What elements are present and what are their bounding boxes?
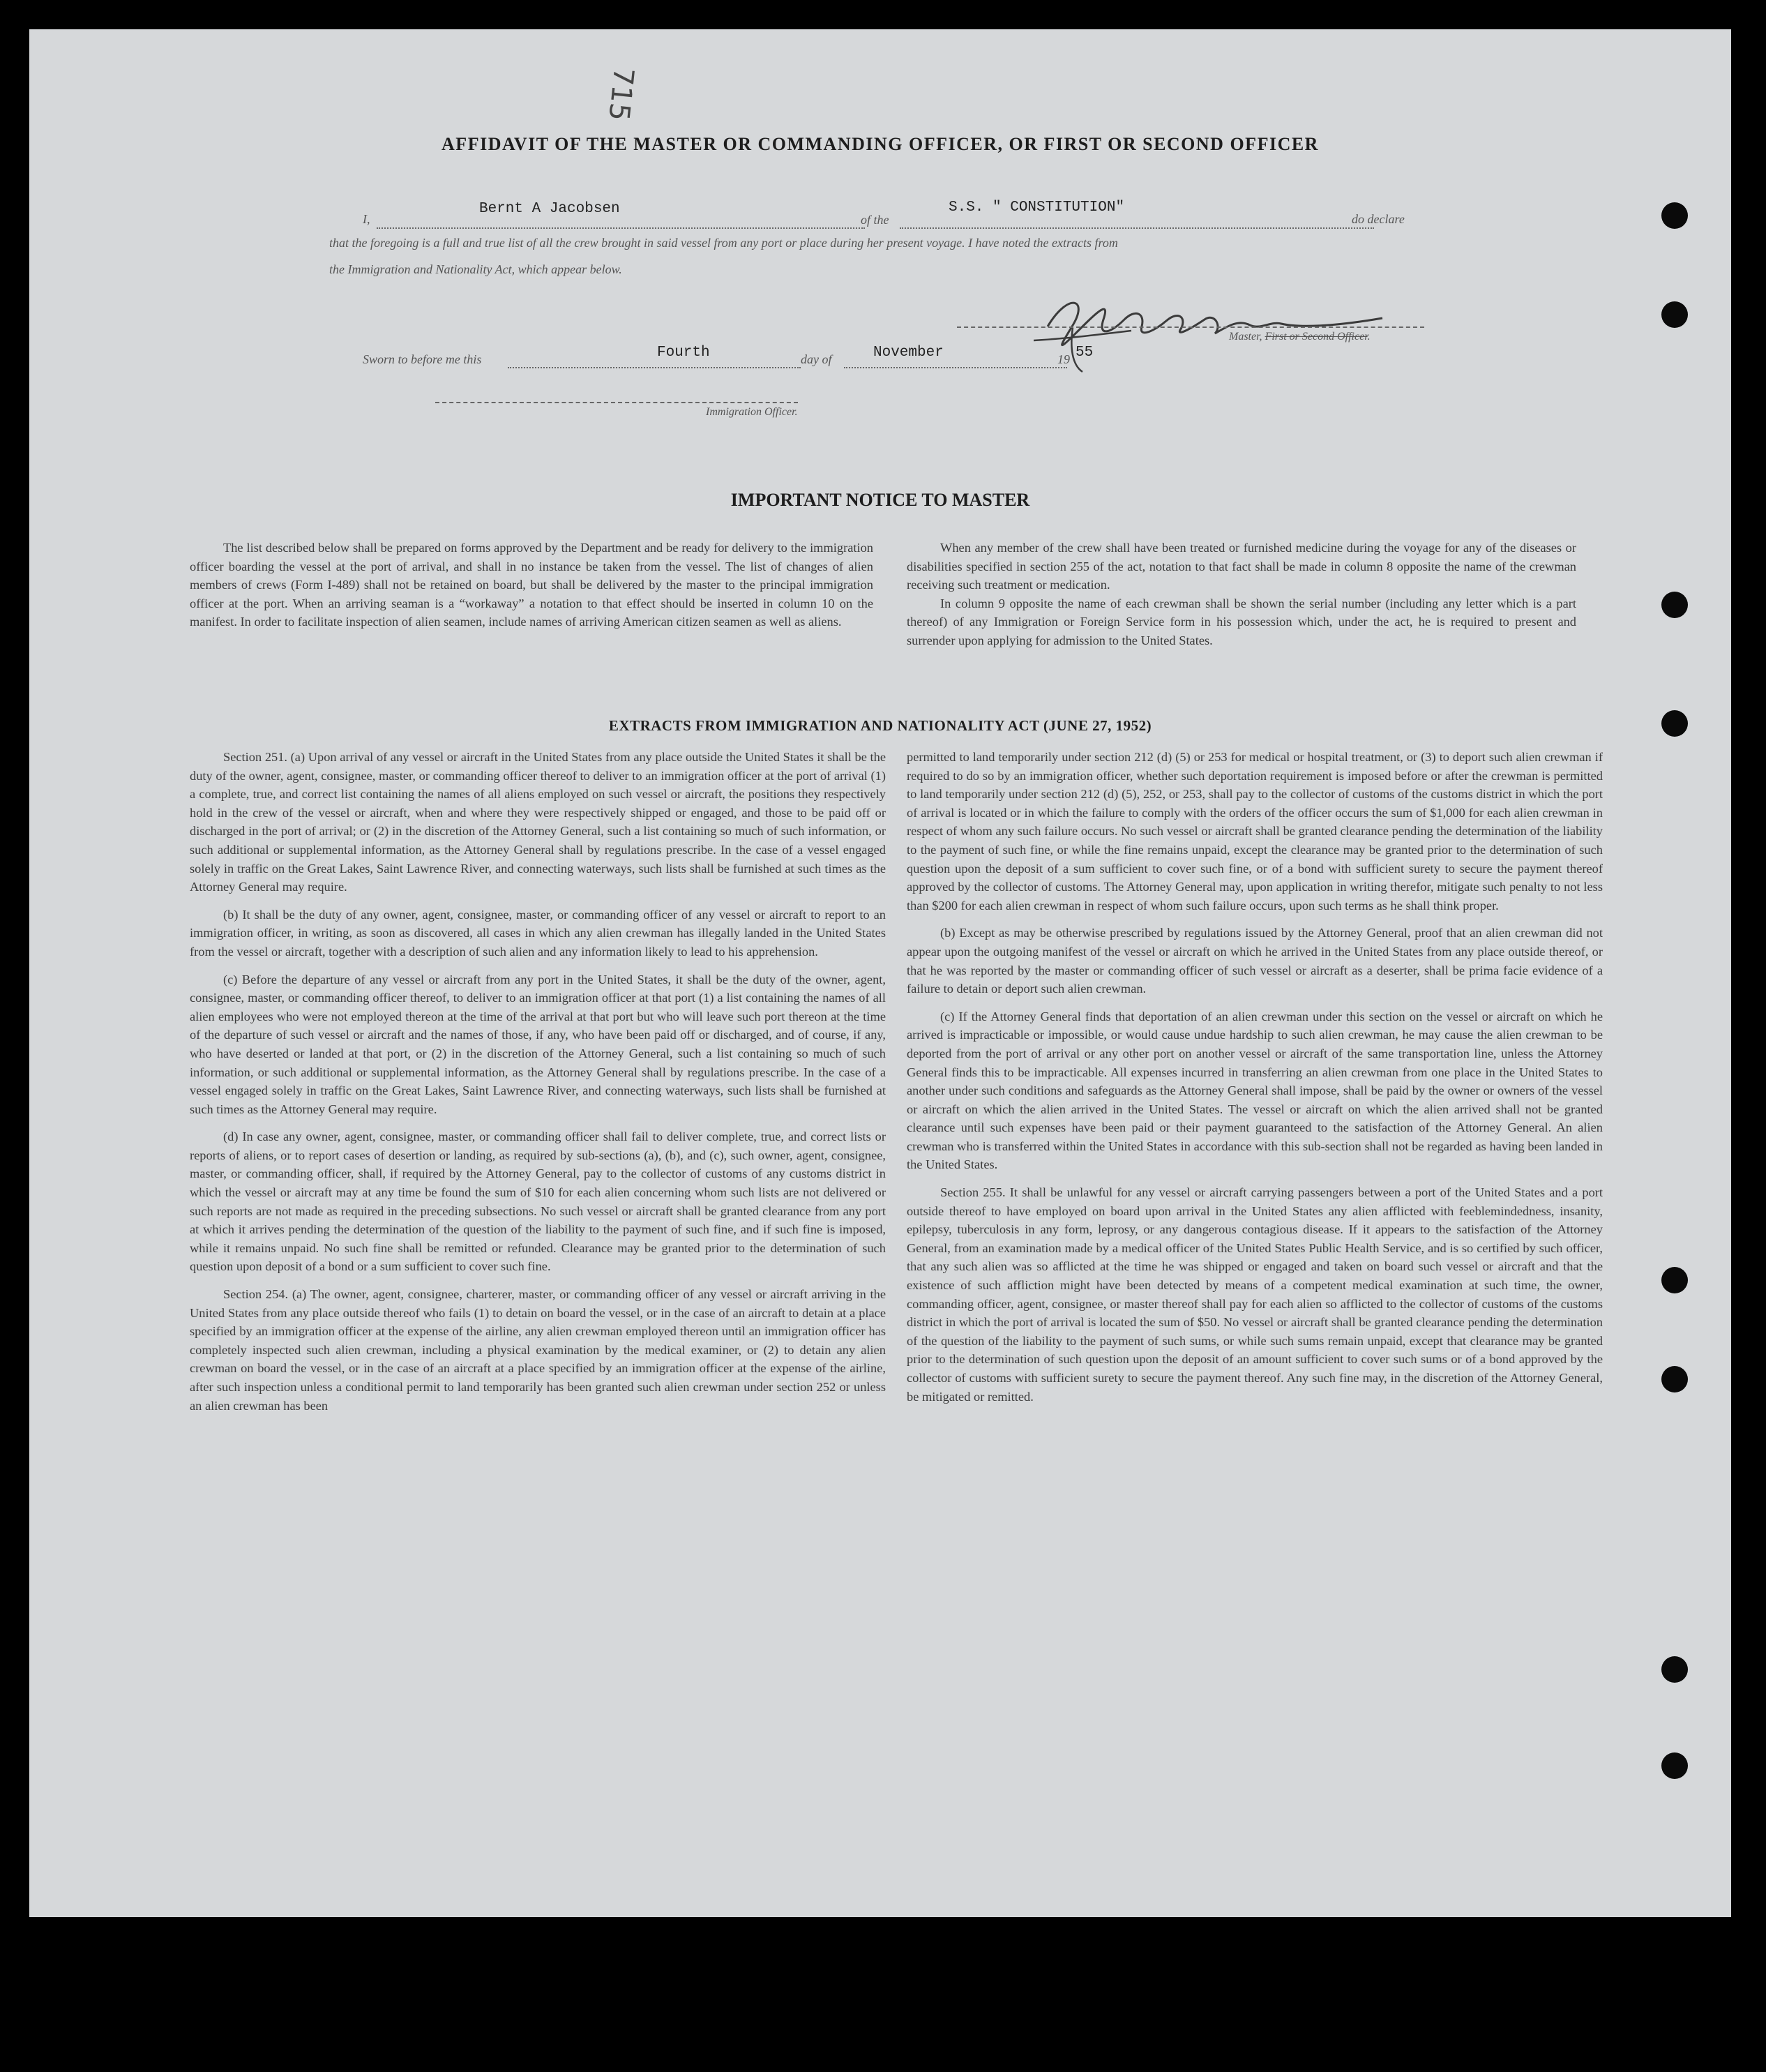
page-title: AFFIDAVIT OF THE MASTER OR COMMANDING OFFICER, OR FIRST OR SECOND OFFICER: [442, 134, 1319, 154]
do-declare-label: do declare: [1352, 212, 1405, 226]
extract-paragraph: (c) Before the departure of any vessel or aircraft from any port in the United States, it shall be the duty of the owner, agent, consignee, master, or commanding officer thereof, to deliver to an immigration officer at that port (1) a list containing the names of all alien employees who were not employed thereon at the time of the arrival at that port but who will leave such port thereon at the time of the departure of such vessel or aircraft and the names of those, if any, who have been paid off or discharged, and of course, if any, who have deserted or landed at that port, or (2) in the discretion of the Attorney General, such a list containing so much of such information, or such additional or supplemental information, as the Attorney General shall by regulations prescribe. In the case of a vessel engaged solely in traffic on the Great Lakes, Saint Lawrence River, and connecting waterways, such lists shall be furnished at such times as the Attorney General may require.: [190, 972, 886, 1116]
extract-paragraph: permitted to land temporarily under section 212 (d) (5) or 253 for medical or hospital treatment, or (3) to deport such alien crewman if required to do so by an immigration officer, whether such deportation requirement is imposed before or after the crewman is permitted to land temporarily under section 212 (d) (5), 252, or 253, shall pay to the collector of customs of the customs district in which the port of arrival is located or in which the failure to comply with the orders of the officer occurs the sum of $1,000 for each alien crewman in respect of whom any such failure occurs. No such vessel or aircraft shall be granted clearance pending the determination of the liability to the payment of such fine, or while the fine remains unpaid, except the clearance may be granted prior to the determination of such question upon the deposit of a sum sufficient to cover such fine, or of a bond with sufficient surety to secure the payment thereof approved by the collector of customs. The Attorney General may, upon application in writing therefor, mitigate such penalty to not less than $200 for each alien crewman in respect of whom such failure occurs, upon such terms as he shall think proper.: [907, 750, 1603, 913]
year-value: 55: [1076, 345, 1094, 361]
extract-paragraph: Section 251. (a) Upon arrival of any vessel or aircraft in the United States from any place outside the United States it shall be the duty of the owner, agent, consignee, master, or commanding officer thereof to deliver to an immigration officer at the port of arrival (1) a complete, true, and correct list containing the names of all aliens employed on such vessel or aircraft, the positions they respectively hold in the crew of the vessel or aircraft, when and where they were respectively shipped or engaged, and those to be paid off or discharged in the port of arrival; or (2) in the discretion of the Attorney General, such a list containing so much of such information, or such additional or supplemental information, as the Attorney General shall by regulations prescribe. In the case of a vessel engaged solely in traffic on the Great Lakes, Saint Lawrence River, and connecting waterways, such lists shall be furnished at such times as the Attorney General may require.: [190, 750, 886, 894]
sworn-label: Sworn to before me this: [363, 352, 482, 366]
extract-paragraph: (b) Except as may be otherwise prescribed by regulations issued by the Attorney General, proof that an alien crewman did not appear upon the outgoing manifest of the vessel or aircraft on which he arrived in the United States from any place outside thereof, or that he was reported by the master or commanding officer of such vessel or aircraft as a deserter, shall be prima facie evidence of a failure to detain or deport such alien crewman.: [907, 926, 1603, 996]
notice-right-paragraph-1: When any member of the crew shall have been treated or furnished medicine during the voyage for any of the diseases or disabilities specified in section 255 of the act, notation to that fact shall be made in column 8 opposite the name of the crewman receiving such treatment or medication.: [907, 541, 1576, 592]
day-of-label: day of: [801, 352, 832, 366]
declarant-name: Bernt A Jacobsen: [479, 201, 620, 217]
day-value: Fourth: [657, 345, 710, 361]
notice-right-paragraph-2: In column 9 opposite the name of each crewman shall be shown the serial number (including any letter which is a part thereof) of any Immigration or Foreign Service form in his possession which, under the act, he is required to present and surrender upon applying for admission to the United States.: [907, 596, 1576, 647]
signature-line: [957, 326, 1424, 328]
i-label: I,: [363, 212, 370, 226]
year-prefix: 19: [1057, 352, 1070, 366]
extract-paragraph: (b) It shall be the duty of any owner, agent, consignee, master, or commanding officer of any vessel or aircraft to report to an immigration officer, in writing, as soon as discovered, all cases in which any alien crewman has illegally landed in the United States from the vessel or aircraft, together with a description of such alien and any information likely to lead to his apprehension.: [190, 907, 886, 959]
punch-hole: [1661, 1366, 1688, 1392]
of-the-label: of the: [861, 213, 889, 227]
declaration-line-2: the Immigration and Nationality Act, which appear below.: [329, 262, 622, 276]
month-value: November: [873, 345, 944, 361]
notice-left-column: [190, 539, 873, 640]
extracts-left-column: [190, 748, 886, 1424]
extracts-heading: EXTRACTS FROM IMMIGRATION AND NATIONALITY ACT (JUNE 27, 1952): [608, 717, 1152, 734]
extract-paragraph: Section 254. (a) The owner, agent, consignee, charterer, master, or commanding officer of any vessel or aircraft arriving in the United States from any place outside thereof who fails (1) to detain on board the vessel, or in the case of an aircraft to detain at a place specified by an immigration officer at the expense of the airline, any alien crewman employed thereon until an immigration officer has completely inspected such alien crewman, including a physical examination by the medical examiner, or (2) to detain any alien crewman on board the vessel, or in the case of an aircraft at a place specified by an immigration officer at the expense of the airline, after such inspection unless a conditional permit to land temporarily has been granted such alien crewman under section 252 or unless an alien crewman has been: [190, 1287, 886, 1413]
vessel-line: [900, 227, 1374, 229]
officer-line: [435, 402, 798, 403]
immigration-officer-caption: Immigration Officer.: [706, 406, 798, 418]
month-line: [844, 367, 1067, 368]
extract-paragraph: (c) If the Attorney General finds that deportation of an alien crewman under this section on the vessel or aircraft on which he arrived is impracticable or impossible, or would cause undue hardship to such alien crewman, he may cause the alien crewman to be deported from the port of arrival or any other port on another vessel or aircraft of the same transportation line, unless the Attorney General finds this to be impracticable. All expenses incurred in transferring an alien crewman from one place in the United States to another under such conditions and safeguards as the Attorney General shall impose, shall be paid by the owner or owners of the vessel or aircraft on which the alien arrived in the United States. The vessel or aircraft on which the alien arrived shall not be granted clearance until such expenses have been paid or their payment guaranteed to the satisfaction of the Attorney General. An alien crewman who is transferred within the United States in accordance with this sub-section shall not be regarded as having been landed in the United States.: [907, 1009, 1603, 1172]
day-line: [508, 367, 801, 368]
vessel-name: S.S. " CONSTITUTION": [949, 200, 1125, 216]
punch-hole: [1661, 202, 1688, 229]
punch-hole: [1661, 592, 1688, 618]
punch-hole: [1661, 1656, 1688, 1683]
name-line: [377, 227, 865, 229]
margin-mark: 715: [602, 66, 640, 123]
extracts-right-column: [907, 748, 1603, 1415]
notice-right-column: [907, 539, 1576, 659]
notice-left-paragraph: The list described below shall be prepared on forms approved by the Department and be ready for delivery to the immigration officer boarding the vessel at the port of arrival, and shall in no instance be taken from the vessel. The list of changes of alien members of crews (Form I-489) shall not be retained on board, but shall be delivered by the master to the principal immigration officer at the port. When an arriving seaman is a “workaway” a notation to that effect should be inserted in column 10 on the manifest. In order to facilitate inspection of alien seamen, include names of arriving American citizen seamen as well as aliens.: [190, 541, 873, 629]
caption-struck: First or Second Officer: [1265, 331, 1368, 343]
extract-paragraph: Section 255. It shall be unlawful for any vessel or aircraft carrying passengers between a port of the United States and a port outside thereof to have employed on board upon arrival in the United States any alien afflicted with feeblemindedness, insanity, epilepsy, tuberculosis in any form, leprosy, or any dangerous contagious disease. If it appears to the satisfaction of the Attorney General, from an examination made by a medical officer of the United States Public Health Service, and is so certified by such officer, that any such alien was so afflicted at the time he was shipped or engaged and taken on board such vessel or aircraft and that the existence of such affliction might have been detected by means of a competent medical examination at such time, the owner, commanding officer, agent, consignee, or master thereof shall pay for each alien so afflicted to the collector of customs of the customs district in which the port of arrival is located the sum of $50. No vessel or aircraft shall be granted clearance pending the determination of the question of the liability to the payment of such sums, or while such sums remain unpaid, except that clearance may be granted prior to the determination of such question upon the deposit of an amount sufficient to cover such sums or of a bond approved by the collector of customs with sufficient surety to secure the payment thereof. Any such fine may, in the discretion of the Attorney General, be mitigated or remitted.: [907, 1185, 1603, 1404]
signature-caption: [1229, 331, 1371, 343]
punch-hole: [1661, 1752, 1688, 1779]
caption-end: .: [1367, 331, 1371, 343]
declaration-line-1: that the foregoing is a full and true list of all the crew brought in said vessel from any port or place during her present voyage. I have noted the extracts from: [329, 236, 1118, 250]
notice-heading: IMPORTANT NOTICE TO MASTER: [730, 490, 1030, 510]
caption-master: Master,: [1229, 331, 1262, 343]
punch-hole: [1661, 1267, 1688, 1293]
document-sheet: [29, 29, 1731, 1917]
extract-paragraph: (d) In case any owner, agent, consignee, master, or commanding officer shall fail to deliver complete, true, and correct lists or reports of aliens, or to report cases of desertion or landing, as required by sub-sections (a), (b), and (c), such owner, agent, consignee, master, or commanding officer, shall, if required by the Attorney General, pay to the collector of customs of any customs district in which the vessel or aircraft may at any time be found the sum of $10 for each alien concerning whom such lists are not delivered or such reports are not made as required in the preceding subsections. No such vessel or aircraft shall be granted clearance from any port at which it arrives pending the determination of the question of the liability to the payment of such fine, and if such fine is imposed, while it remains unpaid. No such fine shall be remitted or refunded. Clearance may be granted prior to the determination of such question upon deposit of a bond or a sum sufficient to cover such fine.: [190, 1129, 886, 1274]
punch-hole: [1661, 301, 1688, 328]
